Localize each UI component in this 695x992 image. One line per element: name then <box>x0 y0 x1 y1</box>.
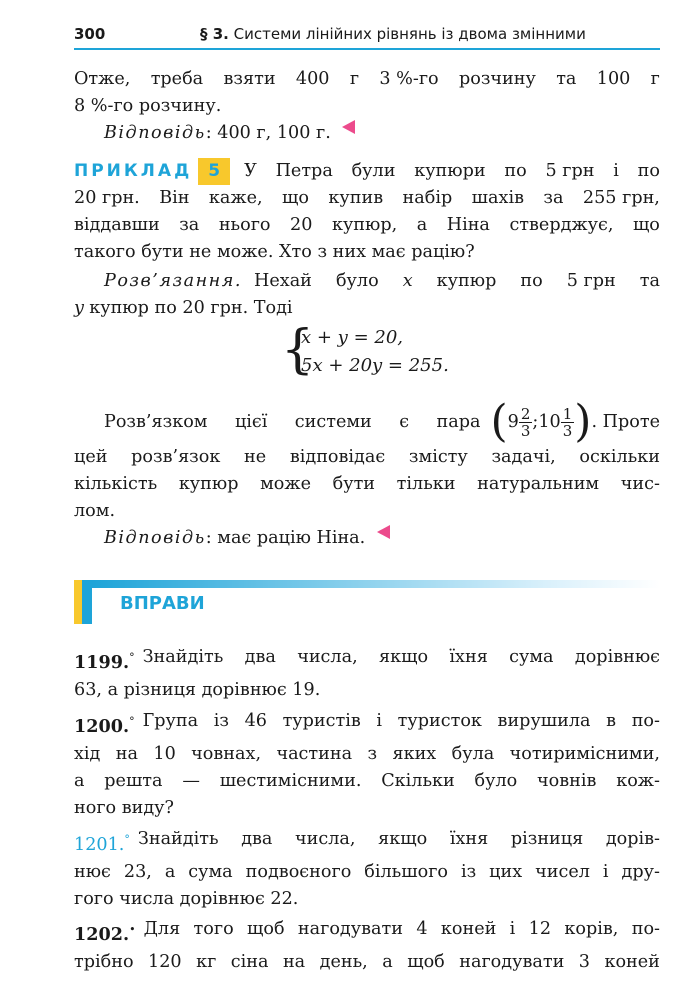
pair-whole-2: 10 <box>538 412 561 432</box>
word: було <box>335 271 379 291</box>
word: Знайдіть <box>137 829 219 849</box>
word: більшого <box>364 861 448 882</box>
word: 12 <box>528 919 552 939</box>
word: дорівнює <box>574 647 660 667</box>
word: сума <box>509 647 554 667</box>
word: 255 грн, <box>582 188 660 208</box>
text-line <box>74 93 660 120</box>
word: купюр <box>436 271 497 291</box>
word: було <box>474 770 518 791</box>
word: Група <box>142 711 199 731</box>
word: коней <box>604 951 660 972</box>
word: бути <box>332 474 376 494</box>
text-fragment <box>254 268 660 295</box>
exercise-1202 <box>74 916 660 976</box>
word: трібно <box>74 951 134 972</box>
word: по <box>520 271 543 291</box>
text-line <box>74 498 660 525</box>
text-fragment <box>138 826 660 859</box>
word: цієї <box>234 412 268 432</box>
word: розв’язок <box>131 447 221 467</box>
word: яких <box>392 743 437 764</box>
text-line <box>74 444 660 471</box>
word: задачі, <box>491 447 556 467</box>
word: 100 <box>596 69 631 89</box>
text-fragment: купюр по 20 грн. Тоді <box>89 298 293 318</box>
section-heading <box>200 25 586 43</box>
word: відповідає <box>289 447 386 467</box>
example-label: ПРИКЛАД <box>74 161 193 181</box>
word: цих <box>489 861 523 882</box>
page-number: 300 <box>74 25 106 43</box>
word: кг <box>196 951 217 972</box>
text-fragment <box>104 400 481 444</box>
word: за <box>543 188 564 208</box>
intro-paragraph <box>74 66 660 147</box>
word: чис- <box>620 474 660 494</box>
word: 120 <box>148 951 182 972</box>
text-fragment: 63, а різниця дорівнює 19. <box>74 679 321 700</box>
solution-continuation <box>74 444 660 552</box>
system-brace: { <box>281 320 315 380</box>
word: в <box>606 711 617 731</box>
word: частина <box>276 743 353 764</box>
end-marker-icon <box>377 525 390 539</box>
text-line <box>74 708 660 741</box>
text-line <box>74 949 660 976</box>
fraction-numerator: 2 <box>520 404 531 423</box>
word: числа, <box>297 647 358 667</box>
word: нього <box>218 215 271 235</box>
word: якщо <box>379 647 429 667</box>
word: була <box>451 743 495 764</box>
word: Скільки <box>381 770 455 791</box>
solution-block <box>74 268 660 322</box>
answer-text: : має рацію Ніна. <box>205 528 366 548</box>
word: нагодувати <box>459 951 565 972</box>
example-heading <box>74 158 230 185</box>
number-pair <box>490 396 592 447</box>
word: два <box>241 829 273 849</box>
word: були <box>351 161 396 181</box>
word: г <box>349 69 360 89</box>
text-fragment <box>143 644 660 677</box>
word: що <box>282 188 309 208</box>
pair-line <box>74 396 660 447</box>
word: туристів <box>282 711 361 731</box>
text-line <box>74 795 660 822</box>
word: взяти <box>223 69 276 89</box>
section-title: Системи лінійних рівнянь із двома змінними <box>233 25 586 43</box>
word: г <box>650 69 660 89</box>
word: дру- <box>621 861 660 882</box>
word: два <box>244 647 276 667</box>
word: Ніна <box>446 215 490 235</box>
text-fragment: 8 %-го розчину. <box>74 96 222 116</box>
word: 4 <box>416 919 428 939</box>
text-line <box>74 471 660 498</box>
word: нює <box>74 861 111 882</box>
exercises-bar-blue <box>82 580 92 624</box>
exercise-1201 <box>74 826 660 913</box>
exercises-title: ВПРАВИ <box>120 593 205 614</box>
word: натуральним <box>477 474 600 494</box>
answer-label: Відповідь <box>104 123 206 143</box>
equation-2: 5x + 20y = 255. <box>301 355 449 376</box>
text-fragment: такого бути не може. Хто з них має рацію? <box>74 242 475 262</box>
word: коней <box>440 919 497 939</box>
word: човнах, <box>191 743 262 764</box>
exercise-1200 <box>74 708 660 822</box>
word: стверджує, <box>509 215 614 235</box>
fraction-2 <box>561 406 575 439</box>
word: дорів- <box>605 829 660 849</box>
word: корів, <box>564 919 619 939</box>
word: що <box>632 215 660 235</box>
word: чотиримісними, <box>509 743 660 764</box>
word: сіна <box>230 951 269 972</box>
word: 10 <box>153 743 176 764</box>
word: і <box>509 919 516 939</box>
word: човнів <box>537 770 597 791</box>
end-marker-icon <box>342 120 355 134</box>
text-line <box>74 826 660 859</box>
word: цей <box>74 447 108 467</box>
word: а <box>416 215 428 235</box>
page-header <box>74 22 660 50</box>
word: із <box>460 861 477 882</box>
fraction-denominator: 3 <box>520 421 531 440</box>
text-line <box>74 677 660 704</box>
word: якщо <box>378 829 428 849</box>
word: набір <box>402 188 453 208</box>
exercise-number: 1199.° <box>74 651 135 673</box>
word: 400 <box>295 69 330 89</box>
pair-whole-1: 9 <box>507 412 519 432</box>
word: нагодувати <box>297 919 403 939</box>
word: сума <box>188 861 233 882</box>
word: може <box>260 474 311 494</box>
word: 20 <box>290 215 313 235</box>
word: кількість <box>74 474 158 494</box>
solution-label: Розв’язання. <box>104 271 243 291</box>
text-line <box>74 185 660 212</box>
word: того <box>193 919 234 939</box>
exercise-1199 <box>74 644 660 704</box>
word: 3 <box>578 951 590 972</box>
word: Отже, <box>74 69 131 89</box>
word: системи <box>294 412 372 432</box>
word: 23, <box>123 861 152 882</box>
word: 5 грн <box>566 271 616 291</box>
paren-left: ( <box>490 396 508 447</box>
word: — <box>182 770 200 791</box>
word: їхня <box>449 647 488 667</box>
word: шахів <box>471 188 524 208</box>
text-line <box>74 644 660 677</box>
word: і <box>376 711 383 731</box>
word: кож- <box>616 770 660 791</box>
variable-y: y <box>74 298 84 318</box>
word: та <box>556 69 577 89</box>
word: по- <box>631 919 660 939</box>
word: за <box>179 215 200 235</box>
word: різниця <box>510 829 584 849</box>
text-line <box>74 212 660 239</box>
word: 3 %-го <box>379 69 439 89</box>
word: віддавши <box>74 215 160 235</box>
pair-separator: ; <box>532 412 539 432</box>
example-block <box>74 158 660 266</box>
word: чисел <box>535 861 590 882</box>
word: купюр, <box>331 215 398 235</box>
word: пара <box>436 412 481 432</box>
section-mark: § 3. <box>200 25 229 43</box>
text-fragment: гого числа дорівнює 22. <box>74 888 299 909</box>
word: Знайдіть <box>142 647 224 667</box>
text-fragment <box>144 916 660 949</box>
word: а <box>164 861 176 882</box>
word: розчину <box>458 69 536 89</box>
word: по <box>637 161 660 181</box>
word: Нехай <box>254 271 312 291</box>
word: шестимісними. <box>219 770 362 791</box>
paren-right: ) <box>574 396 592 447</box>
word: їхня <box>449 829 489 849</box>
word: із <box>213 711 229 731</box>
answer-label: Відповідь <box>104 528 206 548</box>
text-line <box>74 859 660 886</box>
text-fragment: лом. <box>74 501 116 521</box>
answer-line <box>74 120 660 147</box>
text-line <box>74 768 660 795</box>
text-line <box>74 295 660 322</box>
exercises-rule <box>92 580 660 588</box>
word: числа, <box>295 829 356 849</box>
exercise-number: 1200.° <box>74 715 135 737</box>
word: купив <box>328 188 384 208</box>
word: каже, <box>208 188 263 208</box>
word: 20 грн. <box>74 188 140 208</box>
word: а <box>74 770 85 791</box>
word: і <box>613 161 619 181</box>
word: день, <box>319 951 368 972</box>
example-number: 5 <box>198 158 230 185</box>
text-fragment: . Проте <box>591 412 660 432</box>
exercise-number: 1201.° <box>74 833 130 855</box>
text-line <box>74 158 660 185</box>
text-fragment <box>143 708 660 741</box>
word: купюр <box>178 474 239 494</box>
word: та <box>639 271 660 291</box>
word: подвоєного <box>245 861 352 882</box>
word: на <box>282 951 306 972</box>
word: купюри <box>414 161 486 181</box>
text-fragment: ного виду? <box>74 797 174 818</box>
word: а <box>382 951 393 972</box>
word: є <box>399 412 410 432</box>
word: з <box>367 743 378 764</box>
text-line <box>74 66 660 93</box>
text-line <box>74 268 660 295</box>
word: вирушила <box>497 711 591 731</box>
text-line <box>74 741 660 768</box>
word: 5 грн <box>545 161 595 181</box>
word: Він <box>159 188 190 208</box>
answer-line <box>74 525 660 552</box>
word: x <box>402 271 413 291</box>
word: тільки <box>396 474 456 494</box>
fraction-1 <box>519 406 533 439</box>
text-line <box>74 916 660 949</box>
word: 46 <box>244 711 267 731</box>
text-fragment <box>244 158 660 185</box>
equation-system <box>281 320 449 380</box>
word: змісту <box>408 447 468 467</box>
word: треба <box>150 69 204 89</box>
fraction-denominator: 3 <box>562 421 573 440</box>
word: щоб <box>407 951 445 972</box>
word: по- <box>631 711 660 731</box>
word: по <box>504 161 527 181</box>
word: Петра <box>275 161 333 181</box>
word: на <box>115 743 138 764</box>
equation-1: x + y = 20, <box>301 327 403 348</box>
word: туристок <box>397 711 482 731</box>
word: У <box>244 161 257 181</box>
word: не <box>244 447 267 467</box>
text-line <box>74 396 660 447</box>
fraction-numerator: 1 <box>562 404 573 423</box>
word: хід <box>74 743 101 764</box>
word: і <box>602 861 609 882</box>
text-line <box>74 239 660 266</box>
exercise-number: 1202.• <box>74 923 136 945</box>
word: Розв’язком <box>104 412 208 432</box>
word: решта <box>104 770 163 791</box>
word: оскільки <box>579 447 660 467</box>
word: щоб <box>247 919 285 939</box>
exercises-bar-yellow <box>74 580 82 624</box>
answer-text: : 400 г, 100 г. <box>205 123 331 143</box>
word: Для <box>143 919 181 939</box>
text-line <box>74 886 660 913</box>
